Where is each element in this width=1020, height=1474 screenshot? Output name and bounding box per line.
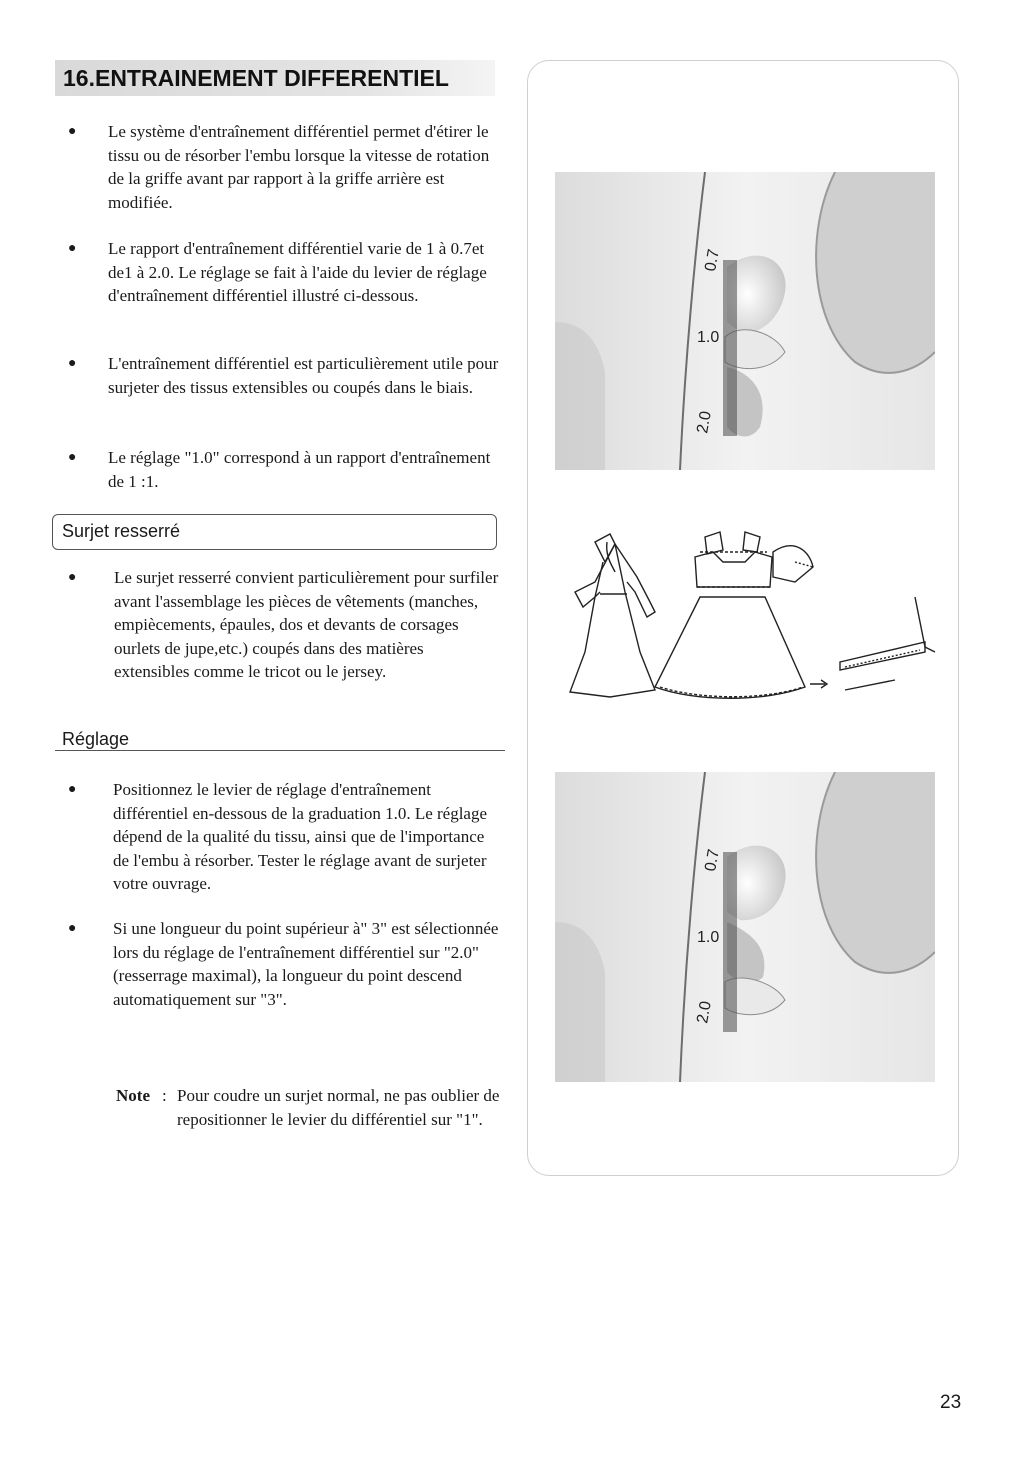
subsection-title-surjet: Surjet resserré (52, 514, 497, 550)
differential-dial-photo-bottom (555, 772, 935, 1082)
list-item (60, 566, 500, 684)
subsection-title-reglage: Réglage (55, 728, 505, 751)
section-title: 16.ENTRAINEMENT DIFFERENTIEL (55, 60, 495, 96)
differential-dial-photo-top (555, 172, 935, 470)
note-label: Note (116, 1086, 150, 1105)
list-item (60, 120, 500, 214)
dial-label-top: 0.7 (702, 247, 723, 273)
list-item (60, 237, 500, 308)
list-item (60, 446, 500, 493)
list-item-text: Le rapport d'entraînement différentiel varie de 1 à 0.7et de1 à 2.0. Le réglage se fait à l'aide du levier de réglage d'entraînement différentiel illustré ci-dessous. (108, 239, 487, 305)
dial-label-mid: 1.0 (697, 929, 720, 946)
dial-label-top: 0.7 (702, 847, 723, 873)
dial-label-bottom: 2.0 (694, 409, 715, 435)
note-text: Pour coudre un surjet normal, ne pas oublier de repositionner le levier du différentiel sur "1". (177, 1086, 500, 1129)
list-item (60, 778, 500, 896)
list-item-text: Si une longueur du point supérieur à" 3" est sélectionnée lors du réglage de l'entraînement différentiel sur "2.0" (resserrage maximal), la longueur du point descend automatiquement sur "3". (113, 919, 499, 1009)
dial-label-bottom: 2.0 (694, 999, 715, 1025)
bullet-icon: ● (68, 124, 77, 139)
garment-illustration (555, 522, 940, 722)
bullet-icon: ● (68, 782, 77, 797)
bullet-icon: ● (68, 570, 77, 585)
bullet-icon: ● (68, 921, 77, 936)
list-item-text: Le surjet resserré convient particulièrement pour surfiler avant l'assemblage les pièces de vêtements (manches, empiècements, épaules, dos et devants de corsages ourlets de jupe,etc.) coupés dans des matières extensibles comme le tricot ou le jersey. (114, 568, 499, 681)
note-colon: : (162, 1086, 167, 1105)
bullet-icon: ● (68, 450, 77, 465)
list-item (60, 352, 500, 399)
note (116, 1084, 506, 1131)
bullet-icon: ● (68, 241, 77, 256)
list-item-text: Le système d'entraînement différentiel permet d'étirer le tissu ou de résorber l'embu lorsque la vitesse de rotation de la griffe avant par rapport à la griffe arrière est modifiée. (108, 122, 490, 212)
list-item-text: L'entraînement différentiel est particulièrement utile pour surjeter des tissus extensibles ou coupés dans le biais. (108, 354, 499, 397)
list-item-text: Positionnez le levier de réglage d'entraînement différentiel en-dessous de la graduation 1.0. Le réglage dépend de la qualité du tissu, ainsi que de l'importance de l'embu à résorber. Tester le réglage avant de surjeter votre ouvrage. (113, 780, 488, 893)
list-item (60, 917, 500, 1011)
bullet-icon: ● (68, 356, 77, 371)
dial-label-mid: 1.0 (697, 329, 720, 346)
list-item-text: Le réglage "1.0" correspond à un rapport d'entraînement de 1 :1. (108, 448, 491, 491)
page-number: 23 (940, 1392, 962, 1413)
